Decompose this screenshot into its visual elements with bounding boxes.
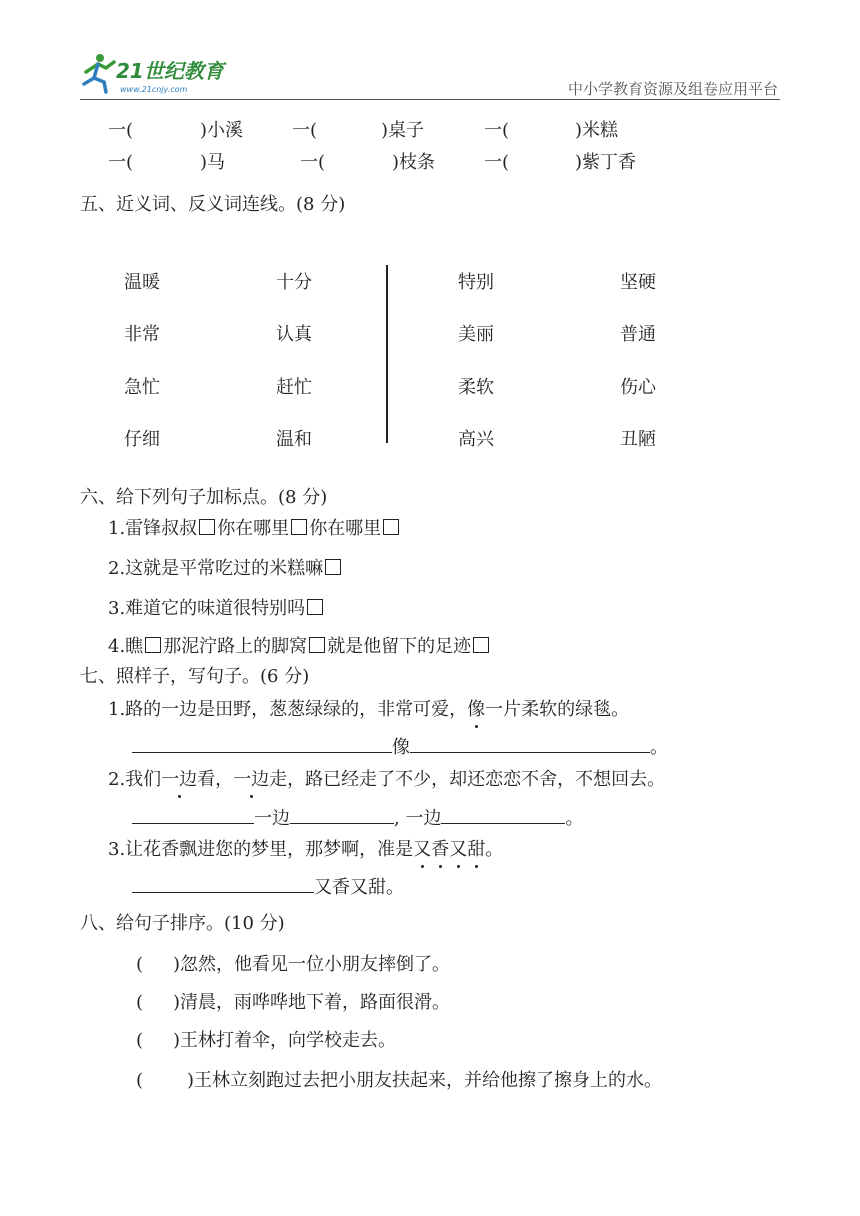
order-item-3: ( )王林打着伞，向学校走去。 <box>136 1030 397 1051</box>
order-item-4: ( )王林立刻跑过去把小朋友扶起来，并给他擦了擦身上的水。 <box>136 1070 663 1091</box>
example-sentence-1: 1.路的一边是田野，葱葱绿绿的，非常可爱，像一片柔软的绿毯。 <box>108 695 629 721</box>
section7-title: 七、照样子，写句子。(6 分) <box>80 666 310 687</box>
word: 特别 <box>458 272 494 293</box>
word: 伤心 <box>620 377 656 398</box>
order-item-1: ( )忽然，他看见一位小朋友摔倒了。 <box>136 954 451 975</box>
word: 柔软 <box>458 377 494 398</box>
word: 十分 <box>276 272 312 293</box>
mw-r1-c3-word: )米糕 <box>575 120 619 141</box>
answer-blank[interactable] <box>132 874 314 893</box>
section5-title: 五、近义词、反义词连线。(8 分) <box>80 194 346 215</box>
header-divider <box>80 99 780 100</box>
mw-r1-c1-word: )小溪 <box>200 120 244 141</box>
word: 非常 <box>124 324 160 345</box>
fill-line-2: 一边 , 一边 。 <box>132 804 583 830</box>
order-item-2: ( )清晨，雨哗哗地下着，路面很滑。 <box>136 992 451 1013</box>
word: 仔细 <box>124 429 160 450</box>
word: 高兴 <box>458 429 494 450</box>
blank-box[interactable] <box>307 599 323 615</box>
runner-icon <box>84 54 114 92</box>
punctuation-item-1: 1.雷锋叔叔 你在哪里 你在哪里 <box>108 514 401 540</box>
blank-box[interactable] <box>145 637 161 653</box>
example-sentence-2: 2.我们一边看，一边走，路已经走了不少，却还恋恋不舍，不想回去。 <box>108 765 665 791</box>
blank-box[interactable] <box>309 637 325 653</box>
mw-r1-c3-open: 一( <box>484 120 510 141</box>
mw-r2-c3-open: 一( <box>484 152 510 173</box>
logo-main-text: 21世纪教育 <box>116 59 224 83</box>
example-sentence-3: 3.让花香飘进您的梦里，那梦啊，准是又香又甜。 <box>108 835 503 861</box>
mw-r2-c2-word: )枝条 <box>392 152 436 173</box>
word: 美丽 <box>458 324 494 345</box>
fill-line-3: 又香又甜。 <box>132 873 404 899</box>
blank-box[interactable] <box>199 519 215 535</box>
answer-blank[interactable] <box>132 734 392 753</box>
blank-box[interactable] <box>325 559 341 575</box>
section8-title: 八、给句子排序。(10 分) <box>80 913 285 934</box>
answer-blank[interactable] <box>441 805 565 824</box>
mw-r2-c2-open: 一( <box>300 152 326 173</box>
mw-r1-c1-open: 一( <box>108 120 134 141</box>
mw-r1-c2-open: 一( <box>292 120 318 141</box>
answer-blank[interactable] <box>290 805 394 824</box>
mw-r2-c3-word: )紫丁香 <box>575 152 637 173</box>
logo-sub-text: www.21cnjy.com <box>120 85 188 94</box>
blank-box[interactable] <box>291 519 307 535</box>
word: 温和 <box>276 429 312 450</box>
punctuation-item-4: 4.瞧 那泥泞路上的脚窝 就是他留下的足迹 <box>108 632 491 658</box>
word: 丑陋 <box>620 429 656 450</box>
fill-line-1: 像 。 <box>132 733 668 759</box>
answer-blank[interactable] <box>410 734 650 753</box>
word: 急忙 <box>124 377 160 398</box>
word: 温暖 <box>124 272 160 293</box>
word: 坚硬 <box>620 272 656 293</box>
mw-r1-c2-word: )桌子 <box>381 120 425 141</box>
word: 普通 <box>620 324 656 345</box>
word: 认真 <box>276 324 312 345</box>
column-divider <box>386 265 388 443</box>
logo <box>80 50 240 96</box>
mw-r2-c1-open: 一( <box>108 152 134 173</box>
site-text: 中小学教育资源及组卷应用平台 <box>567 80 778 98</box>
mw-r2-c1-word: )马 <box>200 152 226 173</box>
section6-title: 六、给下列句子加标点。(8 分) <box>80 487 328 508</box>
blank-box[interactable] <box>383 519 399 535</box>
punctuation-item-3: 3.难道它的味道很特别吗 <box>108 594 325 620</box>
blank-box[interactable] <box>473 637 489 653</box>
word: 赶忙 <box>276 377 312 398</box>
punctuation-item-2: 2.这就是平常吃过的米糕嘛 <box>108 554 343 580</box>
answer-blank[interactable] <box>132 805 254 824</box>
